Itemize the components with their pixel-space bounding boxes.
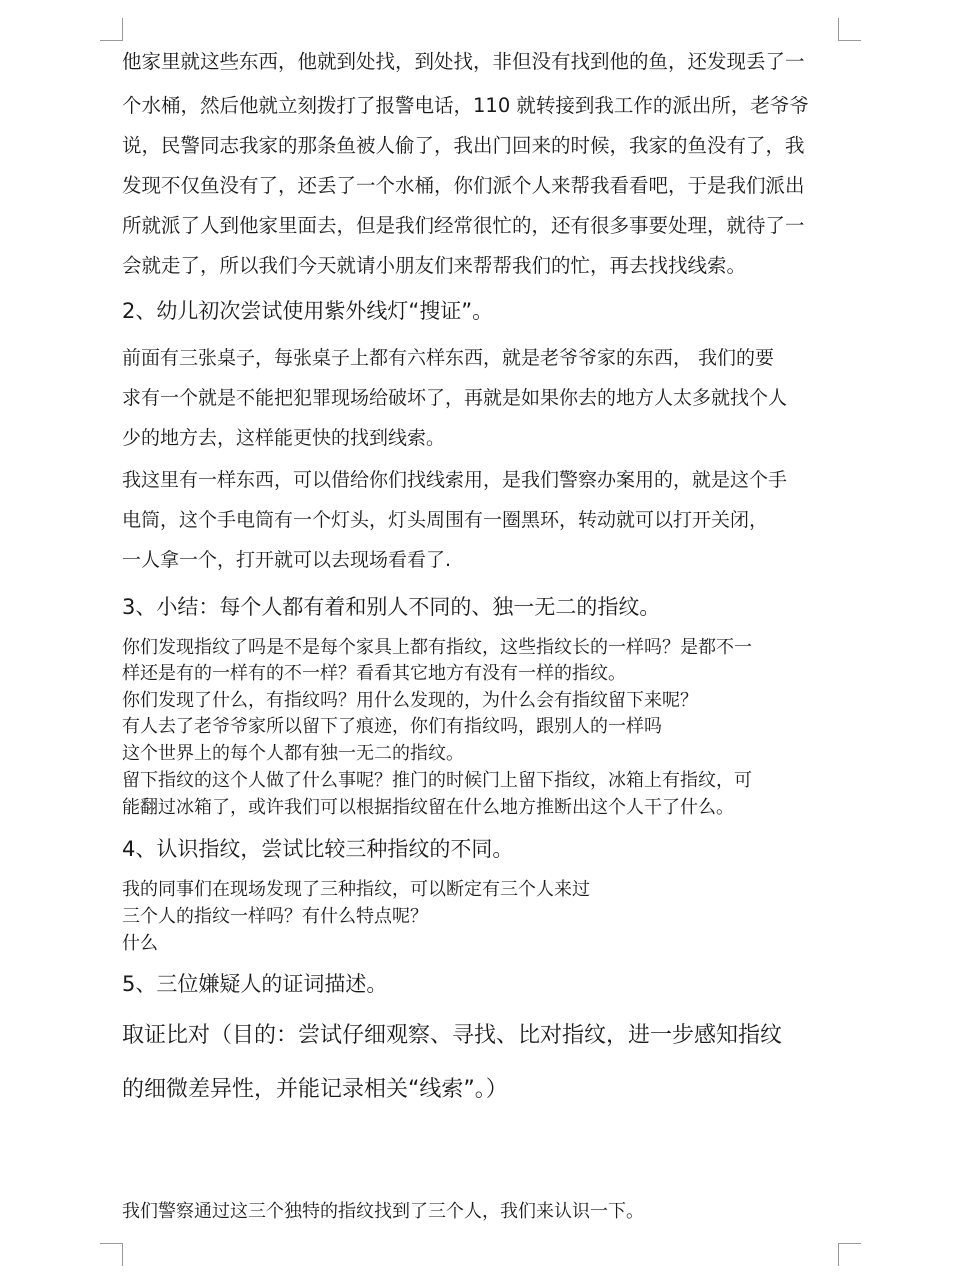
text-line: 所就派了人到他家里面去，但是我们经常很忙的，还有很多事要处理，就待了一: [122, 214, 805, 237]
text-line: 有人去了老爷爷家所以留下了痕迹，你们有指纹吗，跟别人的一样吗: [122, 716, 662, 737]
page-corner-mark-top-left: [100, 18, 123, 41]
text-line: 三个人的指纹一样吗？有什么特点呢？: [122, 906, 428, 927]
text-line: 电筒，这个手电筒有一个灯头，灯头周围有一圈黑环，转动就可以打开关闭，: [122, 509, 769, 531]
text-line: 这个世界上的每个人都有独一无二的指纹。: [122, 743, 464, 764]
text-line: 你们发现指纹了吗是不是每个家具上都有指纹，这些指纹长的一样吗？是都不一: [122, 637, 752, 658]
text-line: 说，民警同志我家的那条鱼被人偷了，我出门回来的时候，我家的鱼没有了，我: [122, 134, 805, 157]
page-corner-mark-bottom-left: [100, 1243, 123, 1266]
text-line: 一人拿一个，打开就可以去现场看看了.: [122, 549, 452, 571]
text-line: 发现不仅鱼没有了，还丢了一个水桶，你们派个人来帮我看看吧，于是我们派出: [122, 174, 805, 197]
text-line: 我们警察通过这三个独特的指纹找到了三个人，我们来认识一下。: [122, 1201, 644, 1222]
section-heading-5: 5、三位嫌疑人的证词描述。: [122, 972, 388, 996]
text-line: 我这里有一样东西，可以借给你们找线索用，是我们警察办案用的，就是这个手: [122, 469, 788, 491]
page-corner-mark-bottom-right: [838, 1243, 861, 1266]
text-line: 能翻过冰箱了，或许我们可以根据指纹留在什么地方推断出这个人干了什么。: [122, 797, 734, 818]
text-line: 我的同事们在现场发现了三种指纹，可以断定有三个人来过: [122, 879, 590, 900]
text-line: 留下指纹的这个人做了什么事呢？推门的时候门上留下指纹，冰箱上有指纹，可: [122, 770, 752, 791]
text-line: 样还是有的一样有的不一样？看看其它地方有没有一样的指纹。: [122, 663, 626, 684]
section-heading-3: 3、小结：每个人都有着和别人不同的、独一无二的指纹。: [122, 595, 661, 619]
text-line: 少的地方去，这样能更快的找到线索。: [122, 427, 446, 449]
text-line: 取证比对（目的：尝试仔细观察、寻找、比对指纹，进一步感知指纹: [122, 1023, 783, 1048]
text-line: 求有一个就是不能把犯罪现场给破坏了，再就是如果你去的地方人太多就找个人: [122, 387, 788, 409]
page-corner-mark-top-right: [838, 18, 861, 41]
text-line: 你们发现了什么，有指纹吗？用什么发现的，为什么会有指纹留下来呢？: [122, 690, 698, 711]
text-line: 个水桶，然后他就立刻拨打了报警电话，110 就转接到我工作的派出所，老爷爷: [122, 94, 809, 117]
section-heading-4: 4、认识指纹，尝试比较三种指纹的不同。: [122, 837, 514, 861]
section-heading-2: 2、幼儿初次尝试使用紫外线灯“搜证”。: [122, 299, 494, 323]
text-line: 什么: [122, 933, 158, 954]
text-line: 他家里就这些东西，他就到处找，到处找，非但没有找到他的鱼，还发现丢了一: [122, 50, 805, 73]
text-line: 的细微差异性，并能记录相关“线索”。）: [122, 1077, 508, 1102]
text-line: 前面有三张桌子，每张桌子上都有六样东西，就是老爷爷家的东西， 我们的要: [122, 347, 775, 369]
text-line: 会就走了，所以我们今天就请小朋友们来帮帮我们的忙，再去找找线索。: [122, 254, 747, 277]
